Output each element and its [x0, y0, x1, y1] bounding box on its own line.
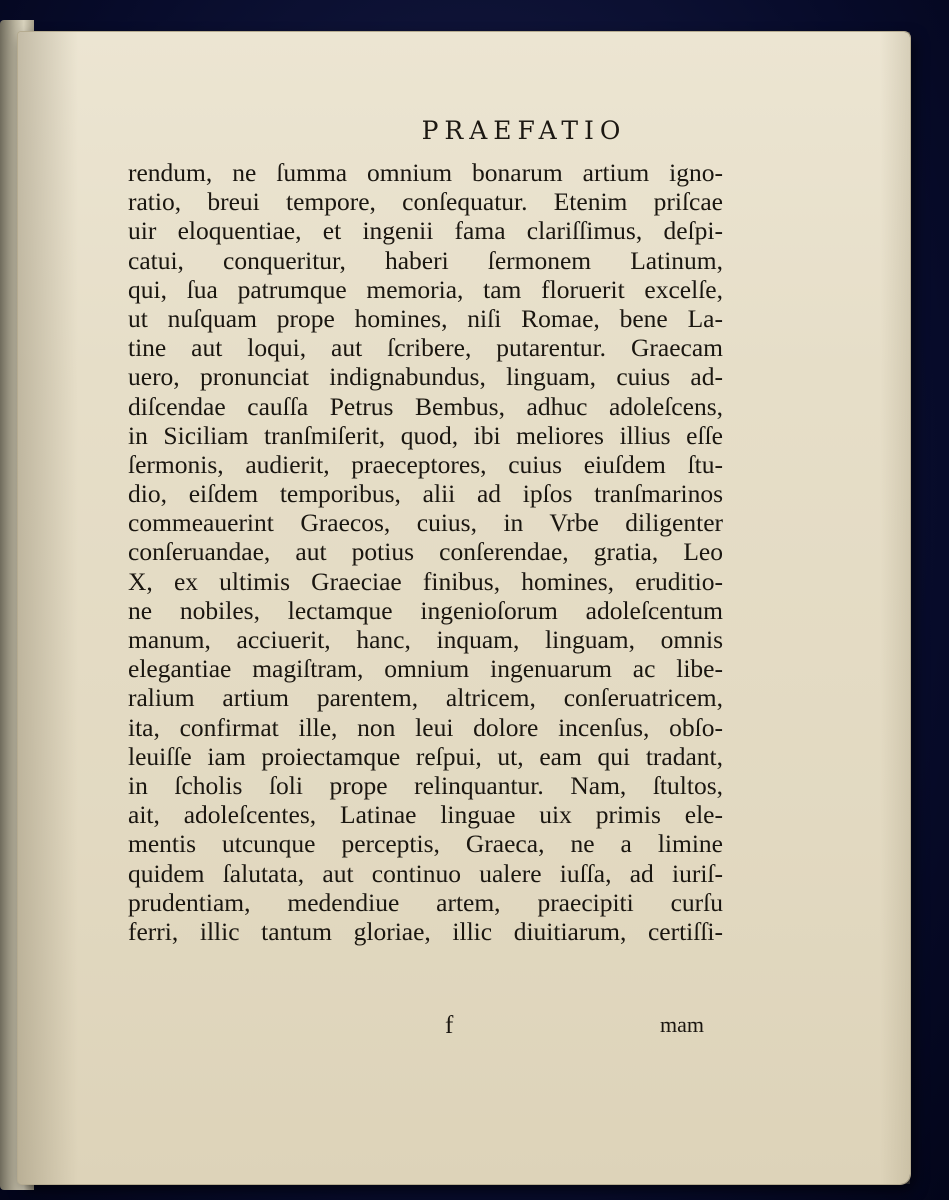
text-line: ralium artium parentem, altricem, conſeruatricem, — [128, 683, 723, 713]
text-line: in Siciliam tranſmiſerit, quod, ibi meliores illius eſſe — [128, 420, 723, 450]
text-line: manum, acciuerit, hanc, inquam, linguam, omnis — [128, 625, 723, 654]
catchword: mam — [660, 1012, 704, 1037]
text-line: diſcendae cauſſa Petrus Bembus, adhuc adoleſcens, — [128, 391, 723, 421]
text-line: mentis utcunque perceptis, Graeca, ne a limine — [128, 829, 723, 859]
book-page — [18, 32, 910, 1184]
text-line: uero, pronunciat indignabundus, linguam, cuius ad- — [128, 362, 723, 392]
body-text — [128, 158, 723, 946]
running-head: PRAEFATIO — [421, 116, 627, 145]
text-line: qui, ſua patrumque memoria, tam floruerit excelſe, — [128, 274, 723, 304]
text-line: ait, adoleſcentes, Latinae linguae uix primis ele- — [128, 800, 723, 830]
text-line: prudentiam, medendiue artem, praecipiti curſu — [128, 887, 723, 917]
text-line: catui, conqueritur, haberi ſermonem Latinum, — [128, 245, 723, 275]
text-line: rendum, ne ſumma omnium bonarum artium igno- — [128, 158, 723, 187]
text-line: leuiſſe iam proiectamque reſpui, ut, eam qui tradant, — [128, 741, 723, 771]
text-line: uir eloquentiae, et ingenii fama clariſſimus, deſpi- — [128, 216, 723, 246]
text-line: in ſcholis ſoli prope relinquantur. Nam, ſtultos, — [128, 770, 723, 800]
text-line: X, ex ultimis Graeciae finibus, homines, eruditio- — [128, 566, 723, 596]
text-line: ut nuſquam prope homines, niſi Romae, bene La- — [128, 303, 723, 333]
signature-mark: f — [445, 1012, 454, 1039]
text-line: dio, eiſdem temporibus, alii ad ipſos tranſmarinos — [128, 479, 723, 509]
text-line: ne nobiles, lectamque ingenioſorum adoleſcentum — [128, 595, 723, 625]
text-line: ſermonis, audierit, praeceptores, cuius eiuſdem ſtu- — [128, 449, 723, 479]
text-line: conſeruandae, aut potius conſerendae, gratia, Leo — [128, 537, 723, 567]
text-line: commeauerint Graecos, cuius, in Vrbe diligenter — [128, 508, 723, 538]
text-line: ferri, illic tantum gloriae, illic diuitiarum, certiſſi- — [128, 916, 723, 946]
text-line: ratio, breui tempore, conſequatur. Etenim priſcae — [128, 187, 723, 217]
text-line: quidem ſalutata, aut continuo ualere iuſſa, ad iuriſ- — [128, 858, 723, 888]
text-line: ita, confirmat ille, non leui dolore incenſus, obſo- — [128, 712, 723, 742]
text-line: tine aut loqui, aut ſcribere, putarentur. Graecam — [128, 333, 723, 363]
text-line: elegantiae magiſtram, omnium ingenuarum ac libe- — [128, 654, 723, 684]
